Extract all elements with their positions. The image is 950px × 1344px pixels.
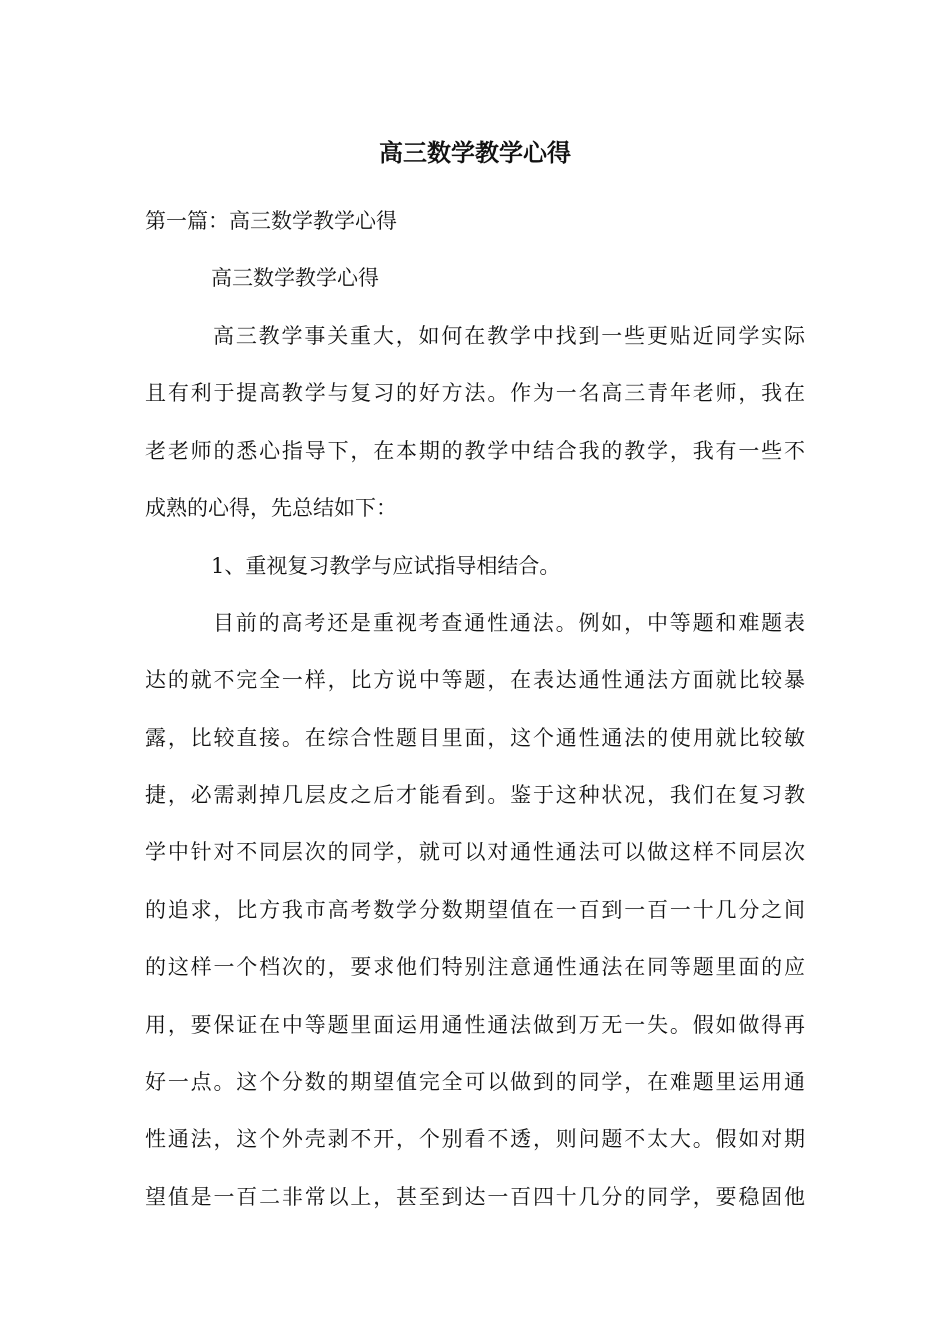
document-title: 高三数学教学心得 xyxy=(379,138,571,167)
paragraph-line: 成熟的心得，先总结如下： xyxy=(145,496,397,520)
paragraph-line: 学中针对不同层次的同学，就可以对通性通法可以做这样不同层次 xyxy=(145,840,805,864)
paragraph-line: 达的就不完全一样，比方说中等题，在表达通性通法方面就比较暴 xyxy=(145,668,805,692)
paragraph-line: 好一点。这个分数的期望值完全可以做到的同学，在难题里运用通 xyxy=(145,1070,805,1094)
paragraph-line: 望值是一百二非常以上，甚至到达一百四十几分的同学，要稳固他 xyxy=(145,1185,805,1209)
section-heading: 第一篇：高三数学教学心得 xyxy=(145,209,397,233)
paragraph-line: 老老师的悉心指导下，在本期的教学中结合我的教学，我有一些不 xyxy=(145,439,805,463)
paragraph-line: 用，要保证在中等题里面运用通性通法做到万无一失。假如做得再 xyxy=(145,1013,805,1037)
paragraph-line: 捷，必需剥掉几层皮之后才能看到。鉴于这种状况，我们在复习教 xyxy=(145,783,805,807)
paragraph-line: 目前的高考还是重视考查通性通法。例如，中等题和难题表 xyxy=(213,611,805,635)
paragraph-line: 且有利于提高教学与复习的好方法。作为一名高三青年老师，我在 xyxy=(145,381,805,405)
paragraph-line: 的这样一个档次的，要求他们特别注意通性通法在同等题里面的应 xyxy=(145,955,805,979)
paragraph-line: 露，比较直接。在综合性题目里面，这个通性通法的使用就比较敏 xyxy=(145,726,805,750)
paragraph-line: 的追求，比方我市高考数学分数期望值在一百到一百一十几分之间 xyxy=(145,898,805,922)
point-heading: 1、重视复习教学与应试指导相结合。 xyxy=(211,554,561,578)
paragraph-line: 性通法，这个外壳剥不开，个别看不透，则问题不太大。假如对期 xyxy=(145,1127,805,1151)
subtitle: 高三数学教学心得 xyxy=(211,266,379,290)
paragraph-line: 高三教学事关重大，如何在教学中找到一些更贴近同学实际 xyxy=(213,324,805,348)
